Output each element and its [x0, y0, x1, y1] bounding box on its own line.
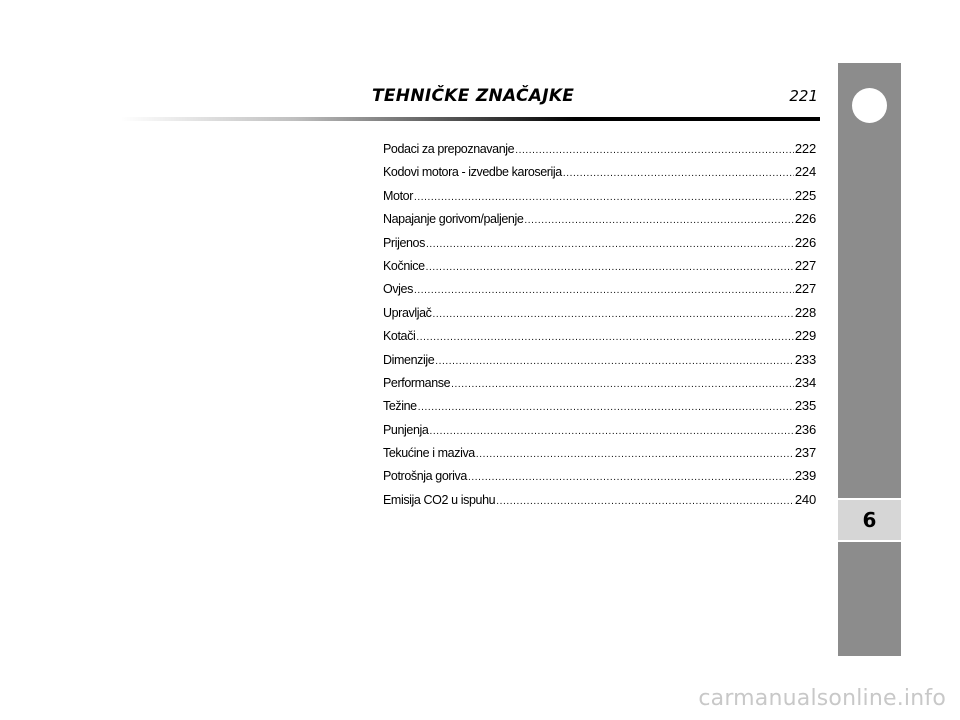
- toc-entry[interactable]: [383, 468, 816, 491]
- chapter-side-tab: [838, 63, 901, 656]
- toc-entry-label: Kotači: [383, 329, 416, 344]
- toc-entry-label: Emisija CO2 u ispuhu: [383, 492, 496, 507]
- table-of-contents: [383, 141, 816, 515]
- toc-entry-page: 233: [794, 351, 816, 367]
- toc-entry-label: Kodovi motora - izvedbe karoserija: [383, 165, 562, 180]
- toc-entry-label: Prijenos: [383, 235, 425, 250]
- toc-entry-page: 226: [794, 211, 816, 227]
- toc-leader-dots: [416, 332, 794, 343]
- toc-entry[interactable]: [383, 188, 816, 211]
- toc-entry[interactable]: [383, 352, 816, 375]
- toc-leader-dots: [426, 239, 794, 250]
- toc-entry-label: Podaci za prepoznavanje: [383, 142, 515, 156]
- chapter-number-tab[interactable]: [838, 500, 901, 540]
- toc-entry-page: 227: [794, 257, 816, 273]
- toc-entry[interactable]: [383, 398, 816, 421]
- toc-entry-page: 226: [794, 234, 816, 250]
- toc-leader-dots: [476, 449, 794, 460]
- toc-leader-dots: [468, 472, 794, 483]
- toc-leader-dots: [426, 262, 794, 273]
- watermark: carmanualsonline.info: [698, 686, 946, 711]
- toc-entry-page: 229: [794, 328, 816, 344]
- section-title: TEHNIČKE ZNAČAJKE: [372, 86, 575, 106]
- toc-entry-label: Težine: [383, 399, 417, 414]
- toc-entry[interactable]: [383, 281, 816, 304]
- side-tab-divider: [838, 540, 901, 542]
- toc-leader-dots: [451, 379, 794, 390]
- toc-entry[interactable]: [383, 328, 816, 351]
- toc-entry-page: 237: [794, 445, 816, 461]
- toc-entry[interactable]: [383, 375, 816, 398]
- toc-leader-dots: [515, 145, 794, 156]
- toc-entry-page: 235: [794, 398, 816, 414]
- toc-entry-label: Dimenzije: [383, 352, 435, 367]
- page-number: 221: [789, 87, 818, 105]
- toc-entry[interactable]: [383, 258, 816, 281]
- toc-entry-label: Napajanje gorivom/paljenje: [383, 212, 524, 227]
- toc-entry[interactable]: [383, 445, 816, 468]
- toc-entry-label: Potrošnja goriva: [383, 469, 467, 484]
- toc-entry-label: Performanse: [383, 375, 451, 390]
- toc-leader-dots: [414, 192, 794, 203]
- toc-entry-page: 228: [794, 304, 816, 320]
- toc-leader-dots: [418, 402, 794, 413]
- toc-entry-page: 227: [794, 281, 816, 297]
- toc-entry-label: Punjenja: [383, 422, 429, 437]
- toc-entry-label: Ovjes: [383, 282, 413, 297]
- chapter-marker-dot: [852, 88, 887, 123]
- toc-leader-dots: [435, 356, 794, 367]
- toc-entry[interactable]: [383, 211, 816, 234]
- toc-entry[interactable]: [383, 422, 816, 445]
- toc-entry[interactable]: [383, 305, 816, 328]
- toc-entry[interactable]: [383, 164, 816, 187]
- toc-entry-page: 224: [794, 164, 816, 180]
- toc-leader-dots: [429, 426, 793, 437]
- toc-entry-label: Tekućine i maziva: [383, 446, 475, 461]
- toc-entry[interactable]: [383, 141, 816, 164]
- toc-leader-dots: [563, 168, 794, 179]
- toc-entry-page: 240: [794, 491, 816, 507]
- toc-entry-page: 225: [794, 187, 816, 203]
- toc-leader-dots: [433, 309, 794, 320]
- toc-entry-page: 234: [794, 374, 816, 390]
- toc-entry-label: Motor: [383, 188, 413, 203]
- toc-entry-label: Upravljač: [383, 305, 432, 320]
- toc-leader-dots: [496, 496, 794, 507]
- toc-entry-label: Kočnice: [383, 258, 425, 273]
- toc-leader-dots: [524, 215, 794, 226]
- toc-leader-dots: [414, 285, 794, 296]
- toc-entry-page: 222: [794, 141, 816, 156]
- header-divider: [120, 117, 820, 121]
- toc-entry[interactable]: [383, 492, 816, 515]
- chapter-number: 6: [862, 508, 877, 532]
- toc-entry-page: 236: [794, 421, 816, 437]
- toc-entry-page: 239: [794, 468, 816, 484]
- toc-entry[interactable]: [383, 235, 816, 258]
